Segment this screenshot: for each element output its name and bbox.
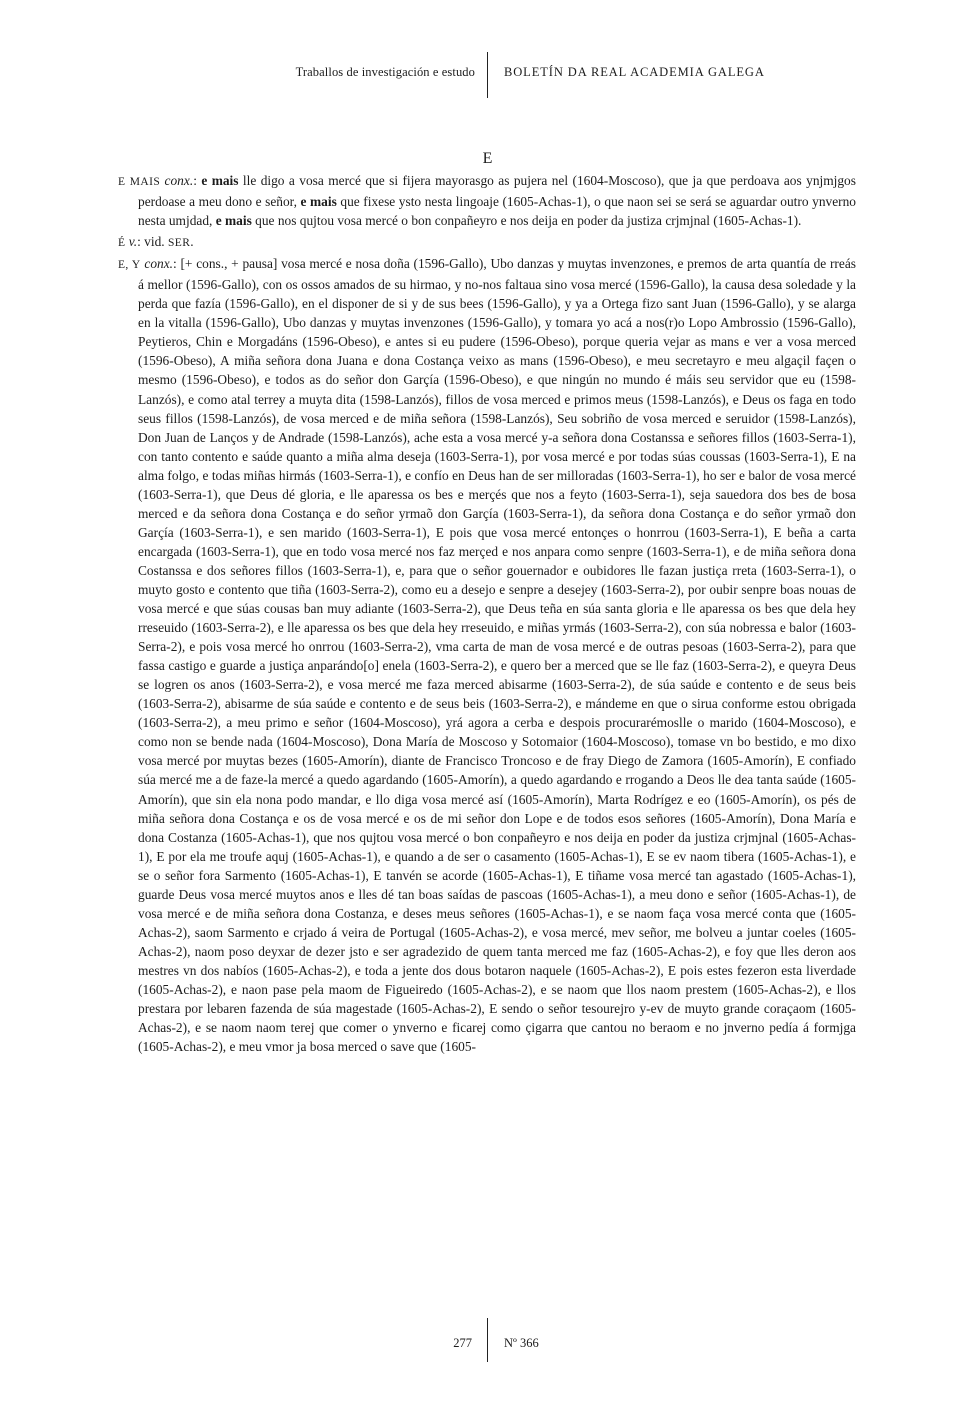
entry-text: [+ cons., + pausa] vosa mercé e nosa doña (1596-Gallo), Ubo danzas y muytas invenzones, e premos de arta quantía de rreás á mellor (1596-Gallo), con os ossos amados de su hirmao, y no-nos faltaua sino vosa mercé (1596-Gallo), la causa desa soledade y la perda que fazía (1596-Gallo), en el disponer de si y de sus bees (1596-Gallo), y ya a Ortega fizo sant Juan (1596-Gallo), y se alarga en la vitalla (1596-Gallo), Ubo danzas y muytas invenzones (1596-Gallo), y tomara yo acá a nos(r)o Lopo Ambrossio (1596-Gallo), Peytieros, Chin e Morgadáns (1596-Obeso), e antes si eu pudere (1596-Obeso), porque queria vejar as mans e ver a vosa merced (1596-Obeso), A miña señora dona Juana e dona Costança veixo as mans (1596-Obeso), e meu secretayro e meu algaçil façen o mesmo (1596-Obeso), e todos as do señor don Garçía (1596-Obeso), e que ningún no mundo é máis seu servidor que eu (1598-Lanzós), e como atal terrey a muyta dita (1598-Lanzós), fillos de vosa merced e primos meus (1598-Lanzós), e Deus os faga en todo seus fillos (1598-Lanzós), de vosa merced e de miña señora (1598-Lanzós), Seu sobriño de vosa merced e seruidor (1598-Lanzós), Don Juan de Lanços y de Andrade (1598-Lanzós), ache esta a vosa mercé y-a señora dona Costanssa e señores fillos (1603-Serra-1), con tanto contento e saúde quanto a miña alma deseja (1603-Serra-1), por vosa mercé e por todas súas coussas (1603-Serra-1), E na alma folgo, e todas miñas hirmás (1603-Serra-1), e confío en Deus han de ser milloradas (1603-Serra-1), ho ser e balor de vosa mercé (1603-Serra-1), que Deus dé gloria, e lle aparessa os bes e merçés que nos a feyto (1603-Serra-1), seja sauedora dos bes de bosa merced e da señora dona Costança e do señor yrmaõ don Garçía (1603-Serra-1), da señora dona Costança e do señor yrmaõ don Garçía (1603-Serra-1), e sen marido (1603-Serra-1), E pois que vosa mercé entonçes o honrrou (1603-Serra-1), E beña a carta encargada (1603-Serra-1), que en todo vosa mercé nos faz merçed e nos anpara como senpre (1603-Serra-1), e de miña señora dona Costanssa e dos señores fillos (1603-Serra-1), e, para que o señor gouernador e oubidores lle fazan justiça rreta (1603-Serra-1), o muyto gosto e contento que tiña (1603-Serra-2), como eu a desejo e senpre a desejey (1603-Serra-2), por oubir senpre boas nouas de vosa mercé e que súas cousas ban muy adiante (1603-Serra-2), que Deus teña en súa santa gloria e lle aparessa os bes que dela hey rreseuido (1603-Serra-2), e lle aparessa os bes que dela hey rreseuido, e miñas yrmás (1603-Serra-2), con súa nobressa e balor (1603-Serra-2), e pois vosa mercé ho onrrou (1603-Serra-2), vma carta de man de vosa mercé e de outras pesoas (1603-Serra-2), para que fassa castigo e guarde a justiça anparándo[o] enela (1603-Serra-2), e quero ber a merced que se lle faz (1603-Serra-2), e queyra Deus se logren os anos (1603-Serra-2), e vosa mercé me faza merced abisarme (1603-Serra-2), de súa saúde e contento e de seus beis (1603-Serra-2), abisarme de súa saúde e contento e de seus beis (1603-Serra-2), e mándeme en que o sirua conforme estou obrigada (1603-Serra-2), a meu primo e señor (1604-Moscoso), yrá agora a cerba e despois procurarémoslle o marido (1604-Moscoso), e como non se bende nada (1604-Moscoso), Dona María de Moscoso y Sotomaior (1604-Moscoso), tomase vn bo bestido, e mo dixo vosa mercé por muytas bezes (1605-Amorín), diante de Francisco Troncoso e de fray Diego de Zamora (1605-Amorín), E confiado súa mercé me a de faze-la mercé a quedo agardando (1605-Amorín), a quedo agardando e rrogando a Deos lle dea tanta saúde (1605-Amorín), que sin ela nona podo mandar, e llo diga vosa mercé así (1605-Amorín), Marta Rodrígez e eo (1605-Amorín), os pés de miña señora dona Costança e os de vosa mercé e os de mi señor don Lope e de todos esos señores (1605-Amorín), Dona María e dona Costanza (1605-Achas-1), que nos qujtou vosa mercé o bon conpañeyro e nos deija en poder da justiza crjmjnal (1605-Achas-1), E por ela me troufe aquj (1605-Achas-1), e quando a de ser o casamento (1605-Achas-1), E se ev naom tibera (1605-Achas-1), e se o señor fora Sarmento (1605-Achas-1), E tanvén se acorde (1605-Achas-1), E tiñame vosa mercé tan agastado (1605-Achas-1), guarde Deus vosa mercé muytos anos e lles dé tan boas saídas de pascoas (1605-Achas-1), a meu dono e señor (1605-Achas-1), de vosa mercé e de miña señora dona Costanza, e deses meus señores (1605-Achas-1), e se naom faça vosa mercé conta que (1605-Achas-2), saom Sarmento e crjado á veira de Portugal (1605-Achas-2), e vosa mercé, mev señor, me bolveu a juntar coeles (1605-Achas-2), naom poso deyxar de dezer jsto e ser agradezido de quem tanta merced me faz (1605-Achas-2), e foy que lles deron aos mestres vn dos nabíos (1605-Achas-2), e toda a jente dos dous botaron naquele (1605-Achas-2), E pois estes fezeron esta liverdade (1605-Achas-2), e naon pase pela maom de Figueiredo (1605-Achas-2), e se naom que llos naom prestem (1605-Achas-2), e llos prestara por lebaren fazenda de súa magestade (1605-Achas-2), E sendo o señor tesourejro y-ev de muyto grande coraçaom (1605-Achas-2), e se naom naom terej que comer o ynverno e ficarej como çigarra que cantou no beraom e no jnverno pedía á formjga (1605-Achas-2), e meu vmor ja bosa merced o save que (1605-	[138, 256, 856, 1055]
section-letter: E	[482, 150, 493, 167]
entry-grammar-label: conx.	[144, 256, 174, 272]
dictionary-entry	[118, 254, 856, 1056]
header-divider	[487, 52, 488, 98]
dictionary-entry	[118, 171, 856, 230]
footer-divider	[487, 1318, 488, 1362]
dictionary-entry	[118, 232, 856, 253]
cross-reference: SER	[167, 236, 191, 249]
entry-text: vid.	[140, 233, 168, 249]
journal-title: BOLETÍN DA REAL ACADEMIA GALEGA	[504, 65, 765, 79]
entry-headword: É	[118, 236, 126, 249]
entry-separator: :	[173, 256, 177, 272]
entry-headword: E MAIS	[118, 176, 161, 188]
entry-text: que fixese ysto nesta lingoaje (1605-Achas-1), o que naon sei se será se aguardar outro ynverno nesta umjdad,	[138, 194, 857, 229]
page-footer	[0, 1318, 975, 1362]
entry-separator: :	[137, 233, 141, 249]
running-header	[0, 52, 975, 100]
page-number: 277	[453, 1336, 472, 1350]
entry-text: .	[190, 233, 194, 249]
example-highlight: e mais	[201, 173, 239, 188]
example-highlight: e mais	[300, 194, 337, 210]
example-highlight: e mais	[215, 213, 252, 229]
entry-grammar-label: conx.	[164, 173, 194, 188]
entry-text: que nos qujtou vosa mercé o bon conpañeyro e nos deija en poder da justiza crjmjnal (1605-Achas-1).	[251, 213, 802, 229]
entry-headword: E, Y	[118, 259, 141, 272]
issue-number: Nº 366	[504, 1336, 539, 1350]
entry-separator: :	[193, 173, 197, 188]
dictionary-entries	[118, 171, 856, 1058]
journal-section-title: Traballos de investigación e estudo	[295, 65, 475, 79]
entry-grammar-label: v.	[128, 233, 138, 249]
entry-text: lle digo a vosa mercé que si fijera mayorasgo as pujera nel (1604-Moscoso), que ja que perdoava aos ynjmjgos perdoase a meu dono e señor,	[138, 173, 856, 210]
